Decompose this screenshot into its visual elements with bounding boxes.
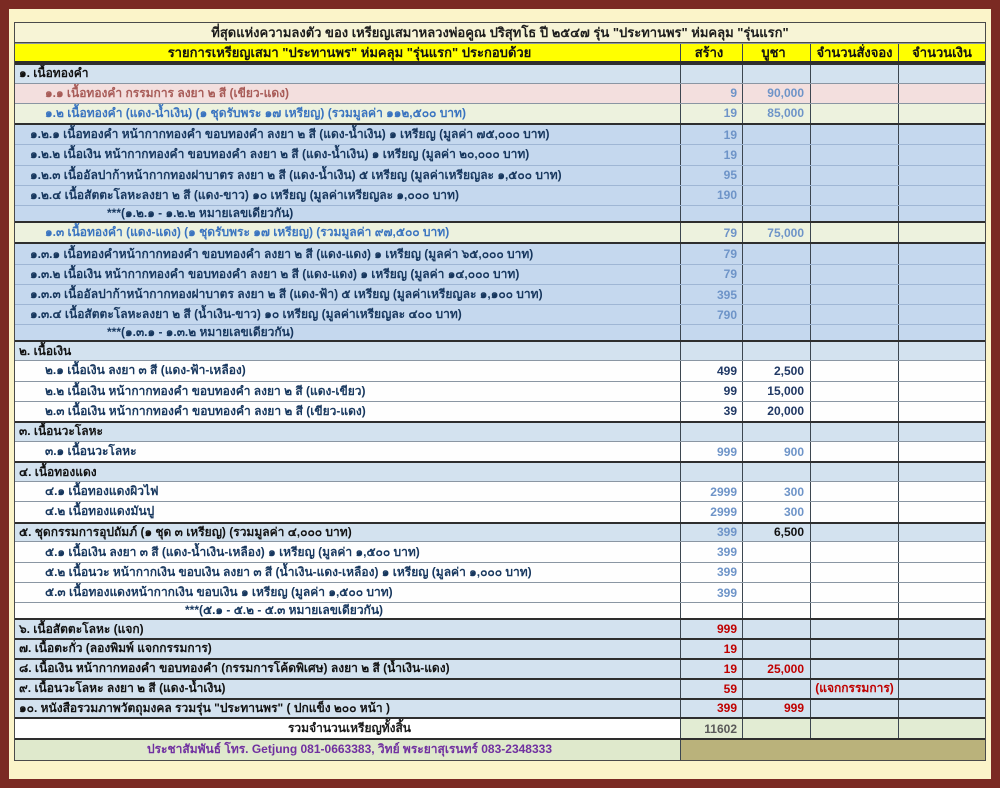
made-count-cell-value: 395	[716, 287, 737, 302]
price-cell-value: 90,000	[767, 86, 804, 101]
made-count-cell-value: 19	[723, 641, 737, 656]
amount-cell	[898, 524, 985, 542]
order-count-cell	[810, 620, 898, 638]
order-count-cell	[810, 65, 898, 83]
price-cell-value: 6,500	[773, 525, 804, 540]
table-row	[15, 421, 985, 441]
table-row	[15, 381, 985, 401]
row-label-cell	[15, 542, 680, 561]
order-count-cell	[810, 402, 898, 421]
table-row	[15, 63, 985, 83]
table-row	[15, 501, 985, 521]
row-label: ๑.๑ เนื้อทองคำ กรรมการ ลงยา ๒ สี (เขียว-แดง)	[45, 85, 290, 100]
price-cell-value: 300	[783, 504, 804, 519]
price-cell	[742, 325, 810, 340]
row-note-cell	[15, 206, 680, 221]
amount-cell	[898, 382, 985, 401]
made-count-cell	[680, 700, 742, 718]
column-header-amount: จำนวนเงิน	[898, 44, 985, 60]
table-row	[15, 582, 985, 602]
order-count-cell	[810, 223, 898, 242]
amount-cell	[898, 482, 985, 501]
order-count-cell	[810, 502, 898, 521]
table-row	[15, 165, 985, 185]
made-count-cell-value: 39	[723, 404, 737, 419]
row-label-cell	[15, 342, 680, 360]
order-count-cell	[810, 186, 898, 205]
made-count-cell	[680, 65, 742, 83]
made-count-cell-value: 79	[723, 267, 737, 282]
made-count-cell	[680, 84, 742, 103]
order-count-cell-value: (แจกกรรมการ)	[815, 681, 894, 696]
row-label-cell	[15, 285, 680, 304]
order-count-cell	[810, 145, 898, 164]
row-label-cell	[15, 700, 680, 718]
table-row	[15, 221, 985, 242]
row-label-cell	[15, 104, 680, 123]
made-count-cell	[680, 244, 742, 263]
amount-cell	[898, 603, 985, 618]
price-cell-value: 25,000	[767, 661, 804, 676]
made-count-cell	[680, 206, 742, 221]
amount-cell	[898, 660, 985, 678]
made-count-cell	[680, 463, 742, 481]
row-label-cell	[15, 482, 680, 501]
made-count-cell-value: 399	[716, 585, 737, 600]
order-count-cell	[810, 206, 898, 221]
row-label: ๑.๒.๓ เนื้ออัลปาก้าหน้ากากทองฝาบาตร ลงยา ๒ สี (แดง-น้ำเงิน) ๕ เหรียญ (มูลค่าเหรียญละ ๑,๕๐๐ บาท)	[30, 167, 562, 182]
row-label-cell	[15, 125, 680, 144]
amount-cell	[898, 423, 985, 441]
price-cell	[742, 700, 810, 718]
row-label-cell	[15, 186, 680, 205]
amount-cell	[898, 542, 985, 561]
row-label: ๘. เนื้อเงิน หน้ากากทองคำ ขอบทองคำ (กรรมการโค้ดพิเศษ) ลงยา ๒ สี (น้ำเงิน-แดง)	[19, 661, 450, 676]
row-label-cell	[15, 65, 680, 83]
row-label: ๑. เนื้อทองคำ	[19, 66, 89, 81]
made-count-cell-value: 59	[723, 681, 737, 696]
footer-merged-cell	[680, 740, 985, 760]
order-count-cell	[810, 125, 898, 144]
made-count-cell	[680, 502, 742, 521]
row-label: ***(๑.๓.๑ - ๑.๓.๒ หมายเลขเดียวกัน)	[107, 325, 294, 340]
order-count-cell	[810, 325, 898, 340]
order-sheet-table	[14, 22, 986, 761]
row-label-cell	[15, 382, 680, 401]
made-count-cell	[680, 563, 742, 582]
row-label: ๕.๑ เนื้อเงิน ลงยา ๓ สี (แดง-น้ำเงิน-เหลือง) ๑ เหรียญ (มูลค่า ๑,๕๐๐ บาท)	[45, 544, 420, 559]
price-cell	[742, 65, 810, 83]
amount-cell	[898, 719, 985, 738]
row-label-cell	[15, 740, 680, 760]
amount-cell	[898, 342, 985, 360]
order-count-cell	[810, 603, 898, 618]
amount-cell	[898, 563, 985, 582]
order-count-cell	[810, 265, 898, 284]
row-label: ๒.๓ เนื้อเงิน หน้ากากทองคำ ขอบทองคำ ลงยา ๒ สี (เขียว-แดง)	[45, 403, 366, 418]
made-count-cell	[680, 680, 742, 698]
made-count-cell	[680, 342, 742, 360]
price-cell	[742, 603, 810, 618]
amount-cell	[898, 502, 985, 521]
made-count-cell	[680, 442, 742, 461]
page-title: ที่สุดแห่งความลงตัว ของ เหรียญเสมาหลวงพ่อคูณ ปริสุทโธ ปี ๒๕๔๗ รุ่น "ประทานพร" ห่มคลุม "รุ่นแรก"	[211, 25, 789, 41]
sheet-title-row	[15, 23, 985, 43]
order-count-cell	[810, 104, 898, 123]
price-cell	[742, 104, 810, 123]
row-label-cell	[15, 680, 680, 698]
price-cell	[742, 285, 810, 304]
row-label-cell	[15, 660, 680, 678]
table-row	[15, 638, 985, 658]
price-cell	[742, 524, 810, 542]
table-row	[15, 304, 985, 324]
row-label: ***(๑.๒.๑ - ๑.๒.๒ หมายเลขเดียวกัน)	[107, 206, 294, 221]
amount-cell	[898, 700, 985, 718]
made-count-cell-value: 79	[723, 225, 737, 240]
amount-cell	[898, 265, 985, 284]
amount-cell	[898, 325, 985, 340]
price-cell	[742, 442, 810, 461]
row-label-cell	[15, 463, 680, 481]
row-label-cell	[15, 305, 680, 324]
row-label-cell	[15, 84, 680, 103]
row-label: ๑.๒.๔ เนื้อสัตตะโลหะลงยา ๒ สี (แดง-ขาว) ๑๐ เหรียญ (มูลค่าเหรียญละ ๑,๐๐๐ บาท)	[30, 187, 459, 202]
price-cell-value: 15,000	[767, 384, 804, 399]
row-label: ๒. เนื้อเงิน	[19, 343, 72, 358]
price-cell	[742, 223, 810, 242]
made-count-cell-value: 19	[723, 661, 737, 676]
table-row	[15, 360, 985, 380]
row-label: ๑.๓.๔ เนื้อสัตตะโลหะลงยา ๒ สี (น้ำเงิน-ขาว) ๑๐ เหรียญ (มูลค่าเหรียญละ ๔๐๐ บาท)	[30, 307, 462, 322]
amount-cell	[898, 166, 985, 185]
row-label-cell	[15, 145, 680, 164]
made-count-cell-value: 790	[716, 307, 737, 322]
row-label-cell	[15, 244, 680, 263]
made-count-cell	[680, 524, 742, 542]
made-count-cell	[680, 166, 742, 185]
price-cell	[742, 125, 810, 144]
price-cell	[742, 583, 810, 602]
made-count-cell	[680, 603, 742, 618]
row-label-cell	[15, 583, 680, 602]
row-label: ๕. ชุดกรรมการอุปถัมภ์ (๑ ชุด ๓ เหรียญ) (รวมมูลค่า ๔,๐๐๐ บาท)	[19, 524, 352, 539]
price-cell	[742, 463, 810, 481]
amount-cell	[898, 244, 985, 263]
order-count-cell	[810, 524, 898, 542]
made-count-cell-value: 99	[723, 384, 737, 399]
table-row	[15, 284, 985, 304]
table-row	[15, 242, 985, 263]
column-header-order-count: จำนวนสั่งจอง	[810, 44, 898, 60]
price-cell-value: 20,000	[767, 404, 804, 419]
amount-cell	[898, 125, 985, 144]
price-cell-value: 300	[783, 484, 804, 499]
amount-cell	[898, 145, 985, 164]
made-count-cell	[680, 305, 742, 324]
order-count-cell	[810, 342, 898, 360]
made-count-cell-value: 399	[716, 701, 737, 716]
made-count-cell-value: 19	[723, 127, 737, 142]
made-count-cell	[680, 719, 742, 738]
order-count-cell	[810, 482, 898, 501]
row-label: ๕.๒ เนื้อนวะ หน้ากากเงิน ขอบเงิน ลงยา ๓ สี (น้ำเงิน-แดง-เหลือง) ๑ เหรียญ (มูลค่า ๑,๐๐๐ บาท)	[45, 564, 532, 579]
table-row	[15, 678, 985, 698]
made-count-cell-value: 2999	[710, 484, 737, 499]
made-count-cell	[680, 145, 742, 164]
row-label-cell	[15, 620, 680, 638]
made-count-cell	[680, 325, 742, 340]
table-row	[15, 717, 985, 738]
order-count-cell	[810, 542, 898, 561]
row-label: ๔. เนื้อทองแดง	[19, 464, 97, 479]
row-label: ๑.๓.๒ เนื้อเงิน หน้ากากทองคำ ขอบทองคำ ลงยา ๒ สี (แดง-แดง) ๑ เหรียญ (มูลค่า ๑๔,๐๐๐ บาท)	[30, 266, 520, 281]
price-cell	[742, 305, 810, 324]
table-row	[15, 205, 985, 221]
row-label-cell	[15, 166, 680, 185]
amount-cell	[898, 680, 985, 698]
made-count-cell-value: 19	[723, 147, 737, 162]
row-label: ๙. เนื้อนวะโลหะ ลงยา ๒ สี (แดง-น้ำเงิน)	[19, 681, 226, 696]
row-label: ๓. เนื้อนวะโลหะ	[19, 424, 103, 439]
row-label: ๑.๓.๓ เนื้ออัลปาก้าหน้ากากทองฝาบาตร ลงยา ๒ สี (แดง-ฟ้า) ๕ เหรียญ (มูลค่าเหรียญละ ๑,๑๐๐ บาท)	[30, 287, 543, 302]
made-count-cell-value: 9	[730, 86, 737, 101]
order-count-cell	[810, 166, 898, 185]
order-count-cell	[810, 361, 898, 380]
order-count-cell	[810, 583, 898, 602]
column-header-row	[15, 43, 985, 62]
amount-cell	[898, 285, 985, 304]
order-count-cell	[810, 305, 898, 324]
price-cell-value: 85,000	[767, 106, 804, 121]
table-row	[15, 602, 985, 618]
row-label: ๑.๒ เนื้อทองคำ (แดง-น้ำเงิน) (๑ ชุดรับพระ ๑๗ เหรียญ) (รวมมูลค่า ๑๑๒,๕๐๐ บาท)	[45, 105, 466, 120]
made-count-cell	[680, 482, 742, 501]
row-label: ๖. เนื้อสัตตะโลหะ (แจก)	[19, 621, 144, 636]
amount-cell	[898, 104, 985, 123]
order-count-cell	[810, 423, 898, 441]
row-label: ๑.๒.๒ เนื้อเงิน หน้ากากทองคำ ขอบทองคำ ลงยา ๒ สี (แดง-น้ำเงิน) ๑ เหรียญ (มูลค่า ๒๐,๐๐๐ บาท)	[30, 147, 530, 162]
amount-cell	[898, 305, 985, 324]
table-row	[15, 738, 985, 760]
row-label-cell	[15, 502, 680, 521]
table-row	[15, 123, 985, 144]
row-label: รวมจำนวนเหรียญทั้งสิ้น	[287, 721, 412, 736]
made-count-cell	[680, 583, 742, 602]
made-count-cell	[680, 402, 742, 421]
order-count-cell	[810, 680, 898, 698]
row-label-cell	[15, 563, 680, 582]
price-cell	[742, 423, 810, 441]
price-cell	[742, 145, 810, 164]
row-label-cell	[15, 524, 680, 542]
order-count-cell	[810, 563, 898, 582]
row-label: ๒.๑ เนื้อเงิน ลงยา ๓ สี (แดง-ฟ้า-เหลือง)	[45, 363, 246, 378]
made-count-cell	[680, 223, 742, 242]
row-label: ๓.๑ เนื้อนวะโลหะ	[45, 444, 137, 459]
table-row	[15, 324, 985, 340]
order-count-cell	[810, 382, 898, 401]
price-cell	[742, 542, 810, 561]
price-cell-value: 999	[783, 701, 804, 716]
row-label-cell	[15, 640, 680, 658]
table-row	[15, 264, 985, 284]
table-row	[15, 562, 985, 582]
amount-cell	[898, 442, 985, 461]
price-cell	[742, 166, 810, 185]
row-label: ๔.๒ เนื้อทองแดงมันปู	[45, 504, 155, 519]
row-label-cell	[15, 719, 680, 738]
made-count-cell	[680, 660, 742, 678]
made-count-cell	[680, 285, 742, 304]
price-cell	[742, 620, 810, 638]
table-row	[15, 83, 985, 103]
table-row	[15, 698, 985, 718]
row-label: ๑.๓ เนื้อทองคำ (แดง-แดง) (๑ ชุดรับพระ ๑๗ เหรียญ) (รวมมูลค่า ๙๗,๕๐๐ บาท)	[45, 225, 450, 240]
amount-cell	[898, 463, 985, 481]
price-cell	[742, 719, 810, 738]
made-count-cell-value: 999	[716, 622, 737, 637]
made-count-cell	[680, 104, 742, 123]
made-count-cell-value: 19	[723, 106, 737, 121]
row-label-cell	[15, 361, 680, 380]
made-count-cell-value: 95	[723, 168, 737, 183]
amount-cell	[898, 206, 985, 221]
table-row	[15, 441, 985, 461]
order-count-cell	[810, 285, 898, 304]
made-count-cell-value: 999	[716, 444, 737, 459]
row-label-cell	[15, 402, 680, 421]
row-label: ๔.๑ เนื้อทองแดงผิวไฟ	[45, 484, 159, 499]
table-row	[15, 185, 985, 205]
order-count-cell	[810, 463, 898, 481]
order-count-cell	[810, 700, 898, 718]
made-count-cell	[680, 423, 742, 441]
row-label: ๗. เนื้อตะกั่ว (ลองพิมพ์ แจกกรรมการ)	[19, 641, 212, 656]
made-count-cell-value: 499	[716, 363, 737, 378]
table-row	[15, 658, 985, 678]
row-label: ๕.๓ เนื้อทองแดงหน้ากากเงิน ขอบเงิน ๑ เหรียญ (มูลค่า ๑,๕๐๐ บาท)	[45, 585, 393, 600]
price-cell	[742, 186, 810, 205]
made-count-cell	[680, 640, 742, 658]
row-label: ๑.๒.๑ เนื้อทองคำ หน้ากากทองคำ ขอบทองคำ ลงยา ๒ สี (แดง-น้ำเงิน) ๑ เหรียญ (มูลค่า ๗๕,๐๐๐ บาท)	[30, 127, 550, 142]
price-cell	[742, 402, 810, 421]
row-label: ***(๕.๑ - ๕.๒ - ๕.๓ หมายเลขเดียวกัน)	[185, 603, 384, 618]
made-count-cell-value: 11602	[704, 721, 737, 736]
made-count-cell-value: 79	[723, 247, 737, 261]
made-count-cell	[680, 265, 742, 284]
order-count-cell	[810, 640, 898, 658]
price-cell-value: 2,500	[773, 363, 804, 378]
column-header-price: บูชา	[742, 44, 810, 60]
price-cell	[742, 660, 810, 678]
price-cell	[742, 640, 810, 658]
made-count-cell-value: 399	[716, 525, 737, 540]
made-count-cell	[680, 542, 742, 561]
table-row	[15, 541, 985, 561]
made-count-cell-value: 399	[716, 565, 737, 580]
made-count-cell	[680, 125, 742, 144]
amount-cell	[898, 620, 985, 638]
amount-cell	[898, 84, 985, 103]
price-cell-value: 75,000	[767, 225, 804, 240]
made-count-cell	[680, 620, 742, 638]
row-label-cell	[15, 442, 680, 461]
amount-cell	[898, 223, 985, 242]
row-label: ๑.๓.๑ เนื้อทองคำหน้ากากทองคำ ขอบทองคำ ลงยา ๒ สี (แดง-แดง) ๑ เหรียญ (มูลค่า ๖๕,๐๐๐ บาท)	[30, 246, 534, 261]
made-count-cell	[680, 382, 742, 401]
price-cell	[742, 206, 810, 221]
order-count-cell	[810, 244, 898, 263]
price-cell	[742, 84, 810, 103]
amount-cell	[898, 402, 985, 421]
table-row	[15, 401, 985, 421]
price-cell	[742, 482, 810, 501]
row-label: ประชาสัมพันธ์ โทร. Getjung 081-0663383, วิทย์ พระยาสุเรนทร์ 083-2348333	[146, 742, 552, 757]
table-row	[15, 461, 985, 481]
order-count-cell	[810, 719, 898, 738]
price-cell	[742, 244, 810, 263]
amount-cell	[898, 583, 985, 602]
column-header-items: รายการเหรียญเสมา "ประทานพร" ห่มคลุม "รุ่นแรก" ประกอบด้วย	[167, 44, 532, 60]
table-row	[15, 340, 985, 360]
price-cell-value: 900	[783, 444, 804, 459]
order-count-cell	[810, 84, 898, 103]
amount-cell	[898, 361, 985, 380]
row-label: ๑๐. หนังสือรวมภาพวัตถุมงคล รวมรุ่น "ประทานพร" ( ปกแข็ง ๒๐๐ หน้า )	[19, 700, 390, 715]
page-mat	[9, 9, 991, 779]
made-count-cell	[680, 186, 742, 205]
amount-cell	[898, 640, 985, 658]
row-label-cell	[15, 423, 680, 441]
row-label-cell	[15, 223, 680, 242]
row-note-cell	[15, 603, 680, 618]
table-row	[15, 522, 985, 542]
price-cell	[742, 342, 810, 360]
table-row	[15, 103, 985, 123]
order-count-cell	[810, 442, 898, 461]
row-note-cell	[15, 325, 680, 340]
amount-cell	[898, 65, 985, 83]
table-row	[15, 481, 985, 501]
table-row	[15, 144, 985, 164]
table-row	[15, 618, 985, 638]
price-cell	[742, 382, 810, 401]
made-count-cell	[680, 361, 742, 380]
amount-cell	[898, 186, 985, 205]
price-cell	[742, 680, 810, 698]
row-label: ๒.๒ เนื้อเงิน หน้ากากทองคำ ขอบทองคำ ลงยา ๒ สี (แดง-เขียว)	[45, 383, 366, 398]
price-cell	[742, 502, 810, 521]
order-count-cell	[810, 660, 898, 678]
made-count-cell-value: 2999	[710, 504, 737, 519]
made-count-cell-value: 399	[716, 545, 737, 560]
price-cell	[742, 265, 810, 284]
price-cell	[742, 563, 810, 582]
made-count-cell-value: 190	[716, 188, 737, 203]
price-cell	[742, 361, 810, 380]
column-header-made: สร้าง	[680, 44, 742, 60]
row-label-cell	[15, 265, 680, 284]
